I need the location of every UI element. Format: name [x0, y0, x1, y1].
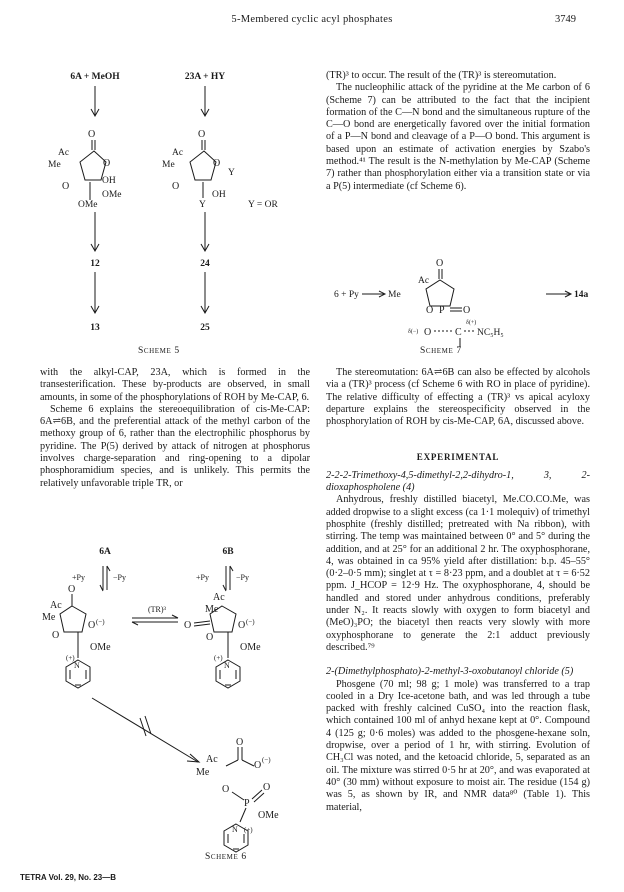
chem-atom-label: Ac	[213, 592, 225, 603]
paragraph: (TR)³ to occur. The result of the (TR)³ is stereomutation.	[326, 70, 557, 81]
chem-atom-label: O	[172, 181, 180, 192]
scheme6-forbidden-arrow	[92, 698, 199, 762]
scheme5-product-12: 12	[90, 259, 100, 269]
footer: TETRA Vol. 29, No. 23—B	[20, 873, 117, 882]
chem-atom-label: Me	[196, 767, 210, 778]
chem-atom-label: δ(−)	[408, 329, 419, 335]
chem-atom-label: N	[224, 661, 230, 670]
chem-atom-label: O	[236, 737, 244, 748]
compound-4-procedure: Anhydrous, freshly distilled biacetyl, Me.CO.CO.Me, was added dropwise to a slight excess (ca 1·1 molequiv) of trimethyl phosphite (freshly distilled; pretreated with Na ribbon), with stirring. The temp was maintained between 0° and 5° during the addition, and at 25° for an additional 2 hr. The oxyphosphorane, 4, was obtained in ca 95% yield after distillation: b.p. 45–55° (0·2–0·5 mm); singlet at τ = 8·23 ppm, and a doublet at τ = 6·52 ppm. J_HCOP = 12·9 Hz. The oxyphosphorane, 4, should be handled and stored under anhydrous conditions, preferably under N₂. It reacts slowly with oxygen to form biacetyl and (MeO)₃PO; the biacetyl then reacts very slowly with more oxyphosphorane to generate the 2:1 adduct previously described.⁷⁹	[326, 494, 590, 653]
chem-atom-label: O	[424, 327, 432, 338]
chem-atom-label: OMe	[258, 810, 279, 821]
chem-atom-label: Ac	[172, 148, 184, 158]
chem-atom-label: Ac	[50, 600, 62, 611]
chem-atom-label: O	[62, 181, 70, 192]
chem-atom-label: Me	[388, 290, 401, 300]
chem-atom-label: O	[426, 305, 434, 316]
scheme5-right-structure	[162, 129, 235, 210]
chem-atom-label: O	[52, 630, 60, 641]
chem-atom-label: N	[232, 825, 238, 834]
chem-atom-label: P	[244, 798, 250, 809]
scheme7-reactants: 6 + Py	[334, 290, 359, 300]
scheme5-arrow-right-top	[201, 86, 209, 116]
scheme-5	[0, 0, 318, 360]
scheme6-py-equilibrium-right	[196, 566, 249, 591]
chem-atom-label: OH	[102, 176, 116, 186]
chem-atom-label: O	[88, 129, 96, 140]
chem-atom-label: Me	[205, 604, 219, 615]
paragraph: The stereomutation: 6A⇌6B can also be effected by alcohols via a (TR)³ process (cf Scheme 6 with RO in place of pyridine). The relative difficulty of effecting a (TR)³ vs apical acyloxy departure explains the stereospecificity observed in the phosphorylation of ROH by cis-Me-CAP, 6A, discussed above.	[326, 367, 590, 428]
chem-atom-label: (−)	[262, 756, 271, 764]
chem-atom-label: O	[238, 620, 246, 631]
chem-atom-label: OH	[212, 190, 226, 200]
compound-5-procedure: Phosgene (70 ml; 98 g; 1 mole) was transferred to a trap cooled in a Dry Ice-acetone bath, and was led through a tube packed with freshly calcined CuSO₄ into the reaction flask, which contained 100 ml of anhyd hexane kept at 0°. Compound 4 (125 g; 0·6 moles) was added to the phosgene-hexane soln, dropwise, over a period of 1 hr, with stirring. Evolution of CH₃Cl was noted, and the ketoacid chloride, 5, separated as an oil. The mixture was stirred 0·5 hr at 20°, and was evaporated at 40° (30 mm) without exposure to moist air. The residue (154 g) was 5, as shown by IR, and NMR data⁸⁰ (Table 1). This material,	[326, 678, 590, 813]
chem-atom-label: O	[103, 158, 111, 169]
scheme5-left-structure	[48, 129, 122, 210]
chem-atom-label: OMe	[102, 190, 122, 200]
chem-atom-label: Me	[42, 612, 56, 623]
chem-atom-label: OMe	[240, 642, 261, 653]
paragraph: The nucleophilic attack of the pyridine at the Me carbon of 6 (Scheme 7) can be attributed to the fact that the incipient formation of the C—N bond and the simultaneous rupture of the C—O bond are energetically favored over the initial formation of a P—N bond and cleavage of a P—O bond. This argument is based upon an estimate of activation energies by Szabo's method.⁴¹ The result is the N-methylation by Me-CAP (Scheme 7) rather than phosphorylation either via a transition state or via a P(5) intermediate (cf Scheme 6).	[326, 82, 590, 192]
scheme5-caption: Scheme 5	[138, 346, 180, 356]
chem-atom-label: (+)	[66, 654, 75, 662]
scheme5-arrow-right-mid	[201, 212, 209, 251]
chem-atom-label: (+)	[244, 826, 253, 834]
scheme5-product-25: 25	[200, 323, 210, 333]
scheme6-caption: Scheme 6	[205, 852, 247, 862]
chem-atom-label: P	[439, 305, 445, 316]
scheme-7	[318, 250, 624, 365]
chem-atom-label: O	[254, 760, 262, 771]
chem-atom-label: Ac	[58, 148, 70, 158]
page-number: 3749	[555, 14, 576, 25]
chem-atom-label: O	[222, 784, 230, 795]
running-title: 5-Membered cyclic acyl phosphates	[231, 14, 393, 25]
chem-atom-label: OMe	[90, 642, 111, 653]
chem-atom-label: O	[263, 782, 271, 793]
scheme6-label-6b: 6B	[222, 547, 234, 557]
chem-atom-label: Me	[48, 160, 61, 170]
scheme5-product-24: 24	[200, 259, 210, 269]
chem-atom-label: Y	[228, 168, 235, 178]
chem-atom-label: (TR)³	[148, 605, 166, 614]
chem-atom-label: O	[463, 305, 471, 316]
scheme6-structure-6b	[184, 592, 261, 688]
scheme7-transition-state	[388, 258, 504, 347]
chem-atom-label: O	[184, 620, 192, 631]
scheme5-left-reactants: 6A + MeOH	[70, 72, 120, 82]
left-column-text	[40, 367, 310, 490]
chem-atom-label: δ(+)	[466, 320, 477, 326]
right-column-text-top	[326, 70, 590, 193]
compound-5-title: 2-(Dimethylphosphato)-2-methyl-3-oxobutanoyl chloride (5)	[326, 666, 574, 678]
scheme5-arrow-left-bottom	[91, 272, 99, 313]
chem-atom-label: C	[455, 327, 462, 338]
scheme6-tr-equilibrium	[132, 605, 178, 625]
chem-atom-label: O	[88, 620, 96, 631]
experimental-heading: EXPERIMENTAL	[416, 452, 500, 463]
scheme7-caption: Scheme 7	[420, 346, 462, 356]
paragraph: Scheme 6 explains the stereoequilibration of cis-Me-CAP: 6A⇌6B, and the preferential attack of the methyl carbon of the methoxy group of 6, rather than the electrophilic phosphorus by pyridine. The P(5) derived by attack of nitrogen at phosphorus involves charge-separation and ring-opening to a dipolar phosphoramidium species, and is unlikely. This permits the relatively unfavorable triple TR, or	[40, 403, 310, 489]
scheme7-arrow-in	[362, 291, 385, 297]
chem-atom-label: Me	[162, 160, 175, 170]
chem-atom-label: (−)	[96, 618, 105, 626]
scheme6-py-equilibrium-left	[72, 566, 126, 591]
scheme6-ring-opened-product	[196, 737, 279, 852]
scheme5-arrow-left-mid	[91, 212, 99, 251]
chem-atom-label: +Py	[196, 573, 209, 582]
chem-atom-label: O	[213, 158, 221, 169]
scheme6-label-6a: 6A	[99, 547, 111, 557]
chem-atom-label: +Py	[72, 573, 85, 582]
chem-atom-label: (−)	[246, 618, 255, 626]
right-column-text-bottom	[326, 367, 590, 814]
chem-atom-label: −Py	[236, 573, 249, 582]
chem-atom-label: N	[74, 661, 80, 670]
chem-atom-label: O	[436, 258, 444, 269]
scheme-6	[0, 540, 318, 870]
scheme5-y-definition: Y = OR	[248, 200, 278, 210]
compound-4-title: 2-2-2-Trimethoxy-4,5-dimethyl-2,2-dihydro-1, 3, 2-dioxaphospholene (4)	[326, 469, 590, 494]
chem-atom-label: −Py	[113, 573, 126, 582]
scheme6-structure-6a	[42, 584, 111, 688]
chem-atom-label: Ac	[206, 754, 218, 765]
scheme7-arrow-out	[546, 291, 571, 297]
chem-atom-label: O	[198, 129, 206, 140]
chem-atom-label: Ac	[418, 276, 430, 286]
scheme7-product-14a: 14a	[574, 290, 589, 300]
scheme5-arrow-left-top	[91, 86, 99, 116]
chem-atom-label: Y	[199, 200, 206, 210]
paragraph: with the alkyl-CAP, 23A, which is formed in the transesterification. These by-products are observed, in small amounts, in some of the phosphorylations of ROH by Me-CAP, 6.	[40, 367, 310, 403]
chem-atom-label: O	[206, 632, 214, 643]
chem-atom-label: O	[68, 584, 76, 595]
scheme5-product-13: 13	[90, 323, 100, 333]
chem-atom-label: (+)	[214, 654, 223, 662]
scheme5-right-reactants: 23A + HY	[184, 72, 226, 82]
scheme5-arrow-right-bottom	[201, 272, 209, 313]
chem-atom-label: NC₅H₅	[477, 328, 504, 338]
chem-atom-label: OMe	[78, 200, 98, 210]
